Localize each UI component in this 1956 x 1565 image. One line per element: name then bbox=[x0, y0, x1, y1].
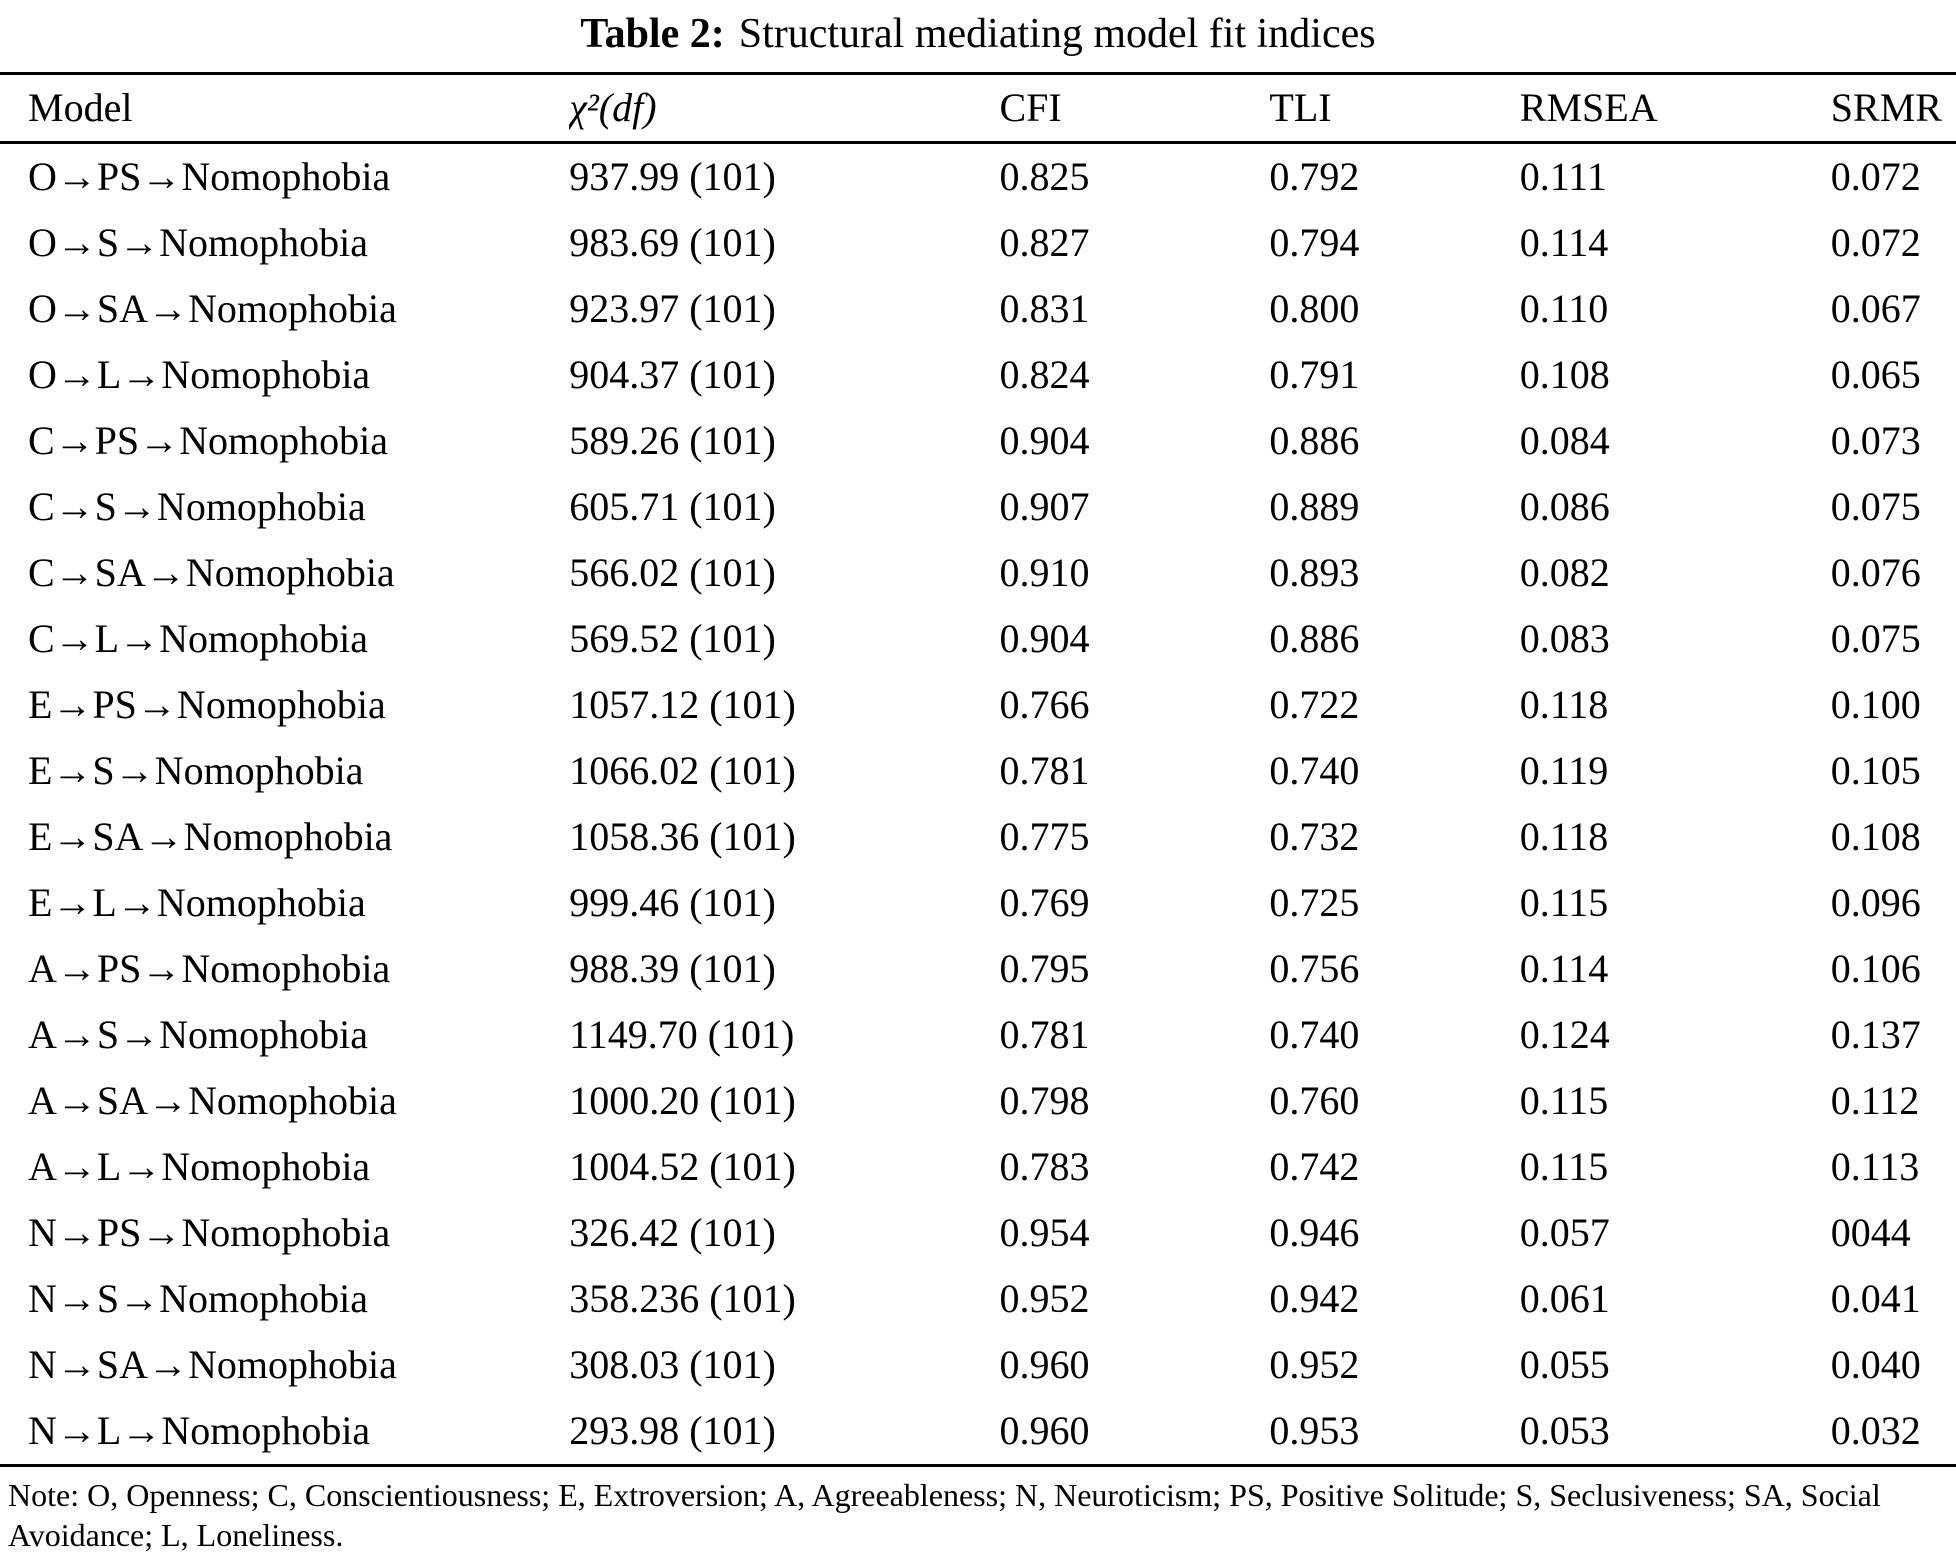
table-cell: A→SA→Nomophobia bbox=[28, 1078, 397, 1123]
column-header: SRMR bbox=[1830, 85, 1942, 130]
table-cell: 0.137 bbox=[1830, 1012, 1921, 1057]
table-cell: 0.953 bbox=[1269, 1408, 1360, 1453]
table-cell: 0.942 bbox=[1269, 1276, 1360, 1321]
table-cell: 0.076 bbox=[1830, 550, 1921, 595]
table-cell: O→S→Nomophobia bbox=[28, 220, 368, 265]
table-cell: 0.886 bbox=[1269, 616, 1360, 661]
table-cell: 0.946 bbox=[1269, 1210, 1360, 1255]
table-cell: E→L→Nomophobia bbox=[28, 880, 366, 925]
table-row bbox=[0, 936, 1956, 1002]
table-cell: 0.781 bbox=[999, 748, 1090, 793]
table-cell: 0.086 bbox=[1519, 484, 1610, 529]
table-cell: 0.114 bbox=[1519, 220, 1609, 265]
table-cell: 0.775 bbox=[999, 814, 1090, 859]
table-cell: 983.69 (101) bbox=[569, 220, 776, 265]
table-cell: O→L→Nomophobia bbox=[28, 352, 371, 397]
table-cell: 0.083 bbox=[1519, 616, 1610, 661]
table-row bbox=[0, 1134, 1956, 1200]
table-cell: 0.831 bbox=[999, 286, 1090, 331]
table-cell: 0.795 bbox=[999, 946, 1090, 991]
table-cell: O→SA→Nomophobia bbox=[28, 286, 397, 331]
table-cell: 988.39 (101) bbox=[569, 946, 776, 991]
table-cell: 293.98 (101) bbox=[569, 1408, 776, 1453]
table-cell: 0.766 bbox=[999, 682, 1090, 727]
table-cell: 937.99 (101) bbox=[569, 154, 776, 199]
table-cell: 0.904 bbox=[999, 418, 1090, 463]
table-row bbox=[0, 342, 1956, 408]
table-cell: 0.910 bbox=[999, 550, 1090, 595]
table-cell: C→PS→Nomophobia bbox=[28, 418, 389, 463]
table-cell: 0.889 bbox=[1269, 484, 1360, 529]
table-cell: 0.732 bbox=[1269, 814, 1360, 859]
table-cell: E→SA→Nomophobia bbox=[28, 814, 393, 859]
table-cell: 0.740 bbox=[1269, 1012, 1360, 1057]
table-cell: 0.893 bbox=[1269, 550, 1360, 595]
table-cell: 0.053 bbox=[1519, 1408, 1610, 1453]
column-header: χ²(df) bbox=[569, 85, 657, 130]
table-cell: 0.742 bbox=[1269, 1144, 1360, 1189]
table-header-row bbox=[0, 74, 1956, 143]
table-cell: 0.904 bbox=[999, 616, 1090, 661]
table-cell: 0.794 bbox=[1269, 220, 1360, 265]
table-cell: 0.827 bbox=[999, 220, 1090, 265]
table-row bbox=[0, 210, 1956, 276]
table-cell: 0.067 bbox=[1830, 286, 1921, 331]
column-header: TLI bbox=[1269, 85, 1332, 130]
table-cell: A→L→Nomophobia bbox=[28, 1144, 371, 1189]
table-cell: 589.26 (101) bbox=[569, 418, 776, 463]
table-row bbox=[0, 474, 1956, 540]
table-cell: 0.952 bbox=[1269, 1342, 1360, 1387]
table-cell: 358.236 (101) bbox=[569, 1276, 796, 1321]
fit-indices-table bbox=[0, 72, 1956, 1467]
table-cell: A→S→Nomophobia bbox=[28, 1012, 368, 1057]
table-cell: 0.791 bbox=[1269, 352, 1360, 397]
table-cell: 0.118 bbox=[1519, 682, 1609, 727]
table-cell: 0.041 bbox=[1830, 1276, 1921, 1321]
table-row bbox=[0, 408, 1956, 474]
table-cell: 0.073 bbox=[1830, 418, 1921, 463]
table-body bbox=[0, 143, 1956, 1466]
table-note: Note: O, Openness; C, Conscientiousness; E, Extroversion; A, Agreeableness; N, Neuroticism; PS, Positive Solitude; S, Seclusiveness; SA, Social Avoidance; L, Loneliness. bbox=[8, 1477, 1881, 1553]
table-cell: 326.42 (101) bbox=[569, 1210, 776, 1255]
table-cell: N→S→Nomophobia bbox=[28, 1276, 368, 1321]
table-title-text: Structural mediating model fit indices bbox=[738, 11, 1376, 57]
table-row bbox=[0, 1068, 1956, 1134]
table-cell: 0.800 bbox=[1269, 286, 1360, 331]
table-cell: 0.952 bbox=[999, 1276, 1090, 1321]
column-header: Model bbox=[28, 85, 133, 130]
table-cell: 0.115 bbox=[1519, 880, 1609, 925]
table-cell: 0.075 bbox=[1830, 484, 1921, 529]
table-cell: 0.055 bbox=[1519, 1342, 1610, 1387]
table-cell: 0.108 bbox=[1830, 814, 1921, 859]
table-cell: 0044 bbox=[1830, 1210, 1911, 1255]
table-cell: 0.075 bbox=[1830, 616, 1921, 661]
table-cell: 0.105 bbox=[1830, 748, 1921, 793]
table-cell: 0.725 bbox=[1269, 880, 1360, 925]
table-cell: N→L→Nomophobia bbox=[28, 1408, 371, 1453]
table-cell: 0.114 bbox=[1519, 946, 1609, 991]
table-row bbox=[0, 1398, 1956, 1466]
table-cell: 0.886 bbox=[1269, 418, 1360, 463]
table-cell: 923.97 (101) bbox=[569, 286, 776, 331]
table-row bbox=[0, 738, 1956, 804]
table-cell: 0.112 bbox=[1830, 1078, 1920, 1123]
table-cell: 0.760 bbox=[1269, 1078, 1360, 1123]
table-cell: 0.740 bbox=[1269, 748, 1360, 793]
column-header: RMSEA bbox=[1519, 85, 1658, 130]
table-cell: 0.084 bbox=[1519, 418, 1610, 463]
column-header: CFI bbox=[999, 85, 1062, 130]
table-cell: 0.072 bbox=[1830, 154, 1921, 199]
table-cell: 0.113 bbox=[1830, 1144, 1920, 1189]
table-row bbox=[0, 804, 1956, 870]
table-cell: 904.37 (101) bbox=[569, 352, 776, 397]
table-cell: 0.118 bbox=[1519, 814, 1609, 859]
table-cell: 1000.20 (101) bbox=[569, 1078, 796, 1123]
table-cell: 0.722 bbox=[1269, 682, 1360, 727]
table-cell: 605.71 (101) bbox=[569, 484, 776, 529]
table-cell: 0.783 bbox=[999, 1144, 1090, 1189]
table-cell: 0.110 bbox=[1519, 286, 1609, 331]
table-row bbox=[0, 672, 1956, 738]
table-cell: 0.792 bbox=[1269, 154, 1360, 199]
table-cell: 0.082 bbox=[1519, 550, 1610, 595]
table-cell: 0.111 bbox=[1519, 154, 1607, 199]
table-cell: A→PS→Nomophobia bbox=[28, 946, 391, 991]
table-cell: 0.825 bbox=[999, 154, 1090, 199]
table-cell: 1149.70 (101) bbox=[569, 1012, 795, 1057]
table-cell: O→PS→Nomophobia bbox=[28, 154, 391, 199]
table-cell: 1058.36 (101) bbox=[569, 814, 796, 859]
table-cell: 569.52 (101) bbox=[569, 616, 776, 661]
table-row bbox=[0, 1002, 1956, 1068]
table-cell: C→SA→Nomophobia bbox=[28, 550, 395, 595]
table-cell: 1066.02 (101) bbox=[569, 748, 796, 793]
table-cell: 0.824 bbox=[999, 352, 1090, 397]
table-cell: 0.115 bbox=[1519, 1144, 1609, 1189]
table-cell: N→PS→Nomophobia bbox=[28, 1210, 391, 1255]
table-row bbox=[0, 1200, 1956, 1266]
table-cell: E→S→Nomophobia bbox=[28, 748, 364, 793]
table-title-label: Table 2: bbox=[580, 11, 725, 57]
table-cell: 0.115 bbox=[1519, 1078, 1609, 1123]
table-title bbox=[0, 6, 1956, 72]
table-cell: 0.119 bbox=[1519, 748, 1609, 793]
table-cell: 999.46 (101) bbox=[569, 880, 776, 925]
table-cell: 0.100 bbox=[1830, 682, 1921, 727]
table-cell: 566.02 (101) bbox=[569, 550, 776, 595]
table-cell: 0.040 bbox=[1830, 1342, 1921, 1387]
table-row bbox=[0, 870, 1956, 936]
table-row bbox=[0, 276, 1956, 342]
table-cell: 308.03 (101) bbox=[569, 1342, 776, 1387]
table-cell: 0.960 bbox=[999, 1342, 1090, 1387]
table-cell: 0.057 bbox=[1519, 1210, 1610, 1255]
table-cell: 0.954 bbox=[999, 1210, 1090, 1255]
table-cell: 0.781 bbox=[999, 1012, 1090, 1057]
table-row bbox=[0, 1332, 1956, 1398]
table-row bbox=[0, 1266, 1956, 1332]
table-cell: 0.756 bbox=[1269, 946, 1360, 991]
table-row bbox=[0, 606, 1956, 672]
table-cell: 0.032 bbox=[1830, 1408, 1921, 1453]
table-cell: 0.124 bbox=[1519, 1012, 1610, 1057]
table-cell: 0.108 bbox=[1519, 352, 1610, 397]
table-cell: 0.072 bbox=[1830, 220, 1921, 265]
table-cell: 1004.52 (101) bbox=[569, 1144, 796, 1189]
table-cell: 1057.12 (101) bbox=[569, 682, 796, 727]
table-cell: N→SA→Nomophobia bbox=[28, 1342, 397, 1387]
table-cell: 0.065 bbox=[1830, 352, 1921, 397]
table-row bbox=[0, 540, 1956, 606]
table-cell: 0.061 bbox=[1519, 1276, 1610, 1321]
table-cell: 0.907 bbox=[999, 484, 1090, 529]
table-cell: 0.106 bbox=[1830, 946, 1921, 991]
table-cell: 0.798 bbox=[999, 1078, 1090, 1123]
table-cell: 0.960 bbox=[999, 1408, 1090, 1453]
table-cell: 0.096 bbox=[1830, 880, 1921, 925]
table-cell: 0.769 bbox=[999, 880, 1090, 925]
table-cell: C→S→Nomophobia bbox=[28, 484, 366, 529]
table-cell: E→PS→Nomophobia bbox=[28, 682, 386, 727]
table-cell: C→L→Nomophobia bbox=[28, 616, 368, 661]
table-row bbox=[0, 143, 1956, 211]
